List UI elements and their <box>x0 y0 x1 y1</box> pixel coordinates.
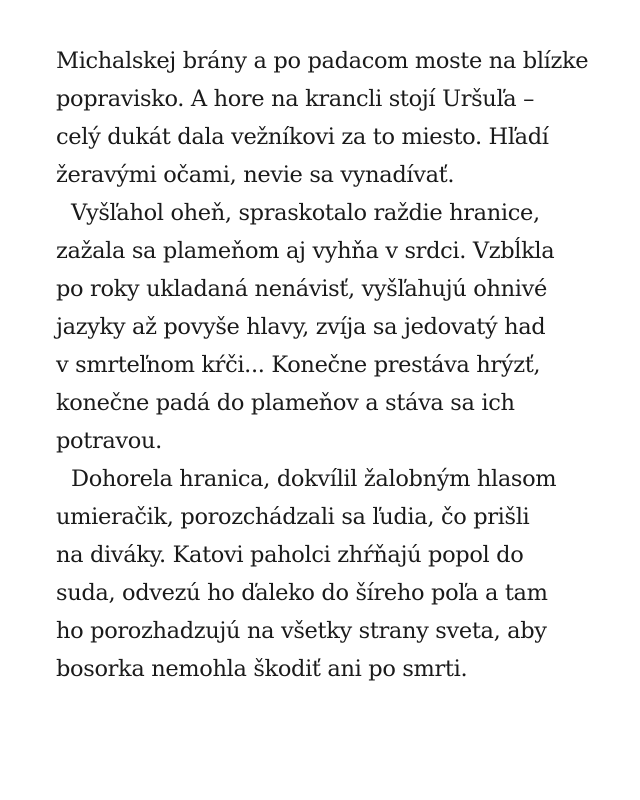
text-line: Vyšľahol oheň, spraskotalo raždie hranice, <box>71 200 540 226</box>
text-line: suda, odvezú ho ďaleko do šíreho poľa a tam <box>56 580 548 606</box>
book-page-text <box>56 42 596 688</box>
text-line: popravisko. A hore na krancli stojí Uršuľa – <box>56 86 535 112</box>
text-line: po roky ukladaná nenávisť, vyšľahujú ohnivé <box>56 276 547 302</box>
text-line: celý dukát dala vežníkovi za to miesto. Hľadí <box>56 124 549 150</box>
text-line: umieračik, porozchádzali sa ľudia, čo prišli <box>56 504 530 530</box>
text-line: konečne padá do plameňov a stáva sa ich <box>56 390 515 416</box>
text-line: na diváky. Katovi paholci zhŕňajú popol do <box>56 542 524 568</box>
text-line: v smrteľnom kŕči... Konečne prestáva hrýzť, <box>56 352 541 378</box>
text-line: jazyky až povyše hlavy, zvíja sa jedovatý had <box>56 314 546 340</box>
paragraph-1 <box>56 42 596 194</box>
text-line: Michalskej brány a po padacom moste na blízke <box>56 48 589 74</box>
text-line: Dohorela hranica, dokvílil žalobným hlasom <box>71 466 557 492</box>
text-line: zažala sa plameňom aj vyhňa v srdci. Vzbĺkla <box>56 238 555 264</box>
text-line: potravou. <box>56 428 162 454</box>
text-line: ho porozhadzujú na všetky strany sveta, aby <box>56 618 547 644</box>
text-line: bosorka nemohla škodiť ani po smrti. <box>56 656 468 682</box>
paragraph-3 <box>56 460 596 688</box>
paragraph-2 <box>56 194 596 460</box>
text-line: žeravými očami, nevie sa vynadívať. <box>56 162 455 188</box>
